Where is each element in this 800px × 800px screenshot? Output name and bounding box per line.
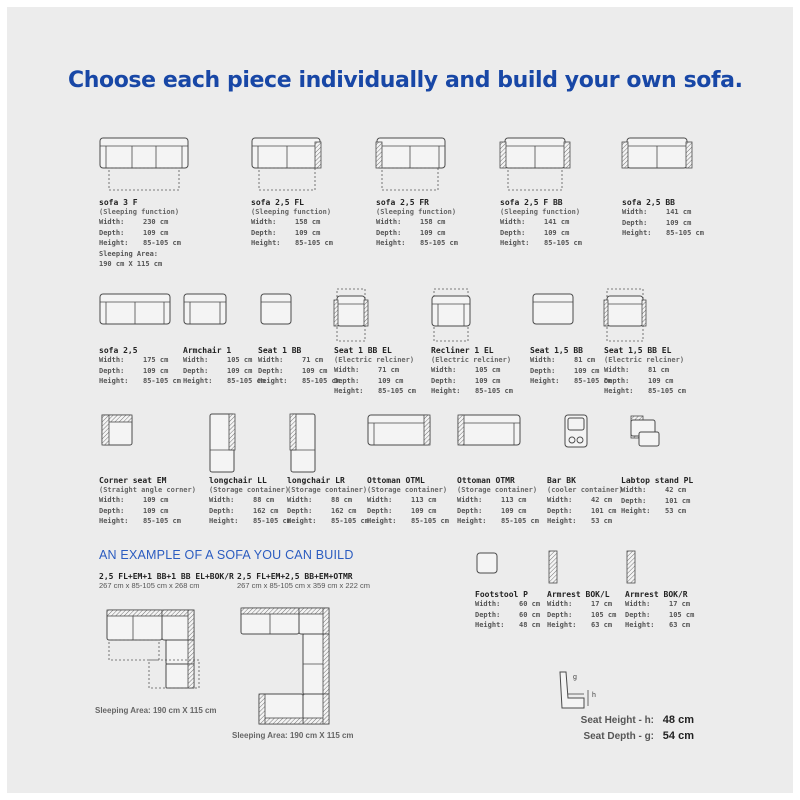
- width-value: 71 cm: [378, 366, 400, 374]
- width-label: Width:: [475, 600, 501, 608]
- width-value: 71 cm: [302, 356, 324, 364]
- height-value: 85-105 cm: [295, 239, 333, 247]
- width-value: 113 cm: [501, 496, 527, 504]
- piece-bar-bk: [547, 412, 623, 527]
- sleeping-area-value: 190 cm X 115 cm: [99, 260, 163, 268]
- height-label: Height:: [99, 517, 129, 525]
- piece-recliner-1-el: [431, 288, 513, 397]
- height-label: Height:: [622, 229, 652, 237]
- width-value: 109 cm: [143, 496, 169, 504]
- example-2-layout-drawing: [237, 594, 367, 734]
- page-title: Choose each piece individually and build your own sofa.: [68, 68, 743, 93]
- seat-1-bb-el-drawing: [334, 288, 404, 346]
- depth-value: 109 cm: [475, 376, 501, 385]
- depth-label: Depth:: [547, 506, 573, 515]
- depth-value: 109 cm: [143, 366, 169, 375]
- piece-subtitle: (cooler container): [547, 486, 623, 494]
- piece-name: Ottoman OTML: [367, 476, 425, 485]
- width-label: Width:: [287, 496, 313, 504]
- height-label: Height:: [621, 507, 651, 515]
- height-label: Height:: [334, 387, 364, 395]
- seat-depth-label: Seat Depth - g:: [583, 731, 655, 742]
- height-label: Height:: [209, 517, 239, 525]
- depth-value: 109 cm: [378, 376, 404, 385]
- depth-value: 109 cm: [648, 376, 674, 385]
- piece-seat-1-bb: [258, 290, 340, 387]
- width-value: 60 cm: [519, 600, 541, 608]
- height-value: 85-105 cm: [411, 517, 449, 525]
- piece-name: Seat 1,5 BB EL: [604, 346, 672, 355]
- height-value: 53 cm: [591, 517, 613, 525]
- depth-value: 162 cm: [253, 506, 279, 515]
- piece-armchair-1: [183, 290, 265, 387]
- example-heading: AN EXAMPLE OF A SOFA YOU CAN BUILD: [99, 548, 354, 562]
- sofa-3-f-drawing: [99, 136, 189, 194]
- height-value: 85-105 cm: [574, 377, 612, 385]
- height-value: 85-105 cm: [302, 377, 340, 385]
- height-label: Height:: [604, 387, 634, 395]
- width-value: 17 cm: [591, 600, 613, 608]
- seat-1-5-bb-el-drawing: [604, 288, 674, 346]
- armchair-1-drawing: [183, 290, 253, 346]
- width-value: 105 cm: [475, 366, 501, 374]
- height-label: Height:: [258, 377, 288, 385]
- height-value: 53 cm: [665, 507, 687, 515]
- width-value: 158 cm: [420, 218, 446, 226]
- height-value: 85-105 cm: [227, 377, 265, 385]
- width-label: Width:: [431, 366, 457, 374]
- sofa-2-5-fl-drawing: [251, 136, 321, 194]
- depth-value: 105 cm: [669, 610, 695, 619]
- width-label: Width:: [376, 218, 402, 226]
- depth-label: Depth:: [500, 228, 526, 237]
- depth-value: 109 cm: [143, 506, 169, 515]
- piece-sofa-2-5-bb: [622, 136, 704, 239]
- height-label: Height:: [625, 621, 655, 629]
- piece-sofa-3-f: [99, 136, 189, 270]
- height-value: 85-105 cm: [475, 387, 513, 395]
- depth-label: Depth:: [622, 218, 648, 227]
- width-label: Width:: [547, 496, 573, 504]
- piece-subtitle: (Electric relciner): [604, 356, 685, 364]
- piece-name: longchair LR: [287, 476, 345, 485]
- example-1-layout-drawing: [99, 594, 229, 704]
- height-label: Height:: [547, 621, 577, 629]
- width-label: Width:: [621, 486, 647, 494]
- depth-value: 109 cm: [143, 228, 169, 237]
- height-value: 85-105 cm: [378, 387, 416, 395]
- piece-name: Seat 1 BB: [258, 346, 302, 355]
- ottoman-otmr-drawing: [457, 412, 527, 476]
- piece-name: Ottoman OTMR: [457, 476, 515, 485]
- piece-name: Armrest BOK/R: [625, 590, 688, 599]
- depth-label: Depth:: [99, 506, 125, 515]
- piece-subtitle: (Sleeping function): [376, 208, 457, 216]
- piece-name: Recliner 1 EL: [431, 346, 494, 355]
- sleeping-area-note-2: Sleeping Area: 190 cm X 115 cm: [232, 731, 354, 740]
- depth-label: Depth:: [367, 506, 393, 515]
- depth-value: 105 cm: [591, 610, 617, 619]
- height-h-label: h: [592, 692, 596, 699]
- width-label: Width:: [500, 218, 526, 226]
- piece-name: Armrest BOK/L: [547, 590, 610, 599]
- piece-subtitle: (Electric relciner): [431, 356, 512, 364]
- depth-value: 101 cm: [665, 496, 691, 505]
- height-value: 85-105 cm: [420, 239, 458, 247]
- width-value: 105 cm: [227, 356, 253, 364]
- height-label: Height:: [547, 517, 577, 525]
- example-config-2: [237, 572, 370, 734]
- height-value: 85-105 cm: [648, 387, 686, 395]
- depth-value: 109 cm: [411, 506, 437, 515]
- piece-name: sofa 2,5 FR: [376, 198, 429, 207]
- piece-corner-seat-em: [99, 412, 196, 527]
- armrest-bok-l-drawing: [547, 550, 607, 590]
- piece-name: sofa 2,5 FL: [251, 198, 304, 207]
- depth-label: Depth:: [547, 610, 573, 619]
- width-value: 42 cm: [665, 486, 687, 494]
- height-label: Height:: [475, 621, 505, 629]
- height-label: Height:: [287, 517, 317, 525]
- width-label: Width:: [183, 356, 209, 364]
- width-label: Width:: [334, 366, 360, 374]
- seat-profile-drawing: [556, 668, 616, 712]
- height-label: Height:: [183, 377, 213, 385]
- depth-label: Depth:: [258, 366, 284, 375]
- width-label: Width:: [251, 218, 277, 226]
- piece-ottoman-otmr: [457, 412, 539, 527]
- piece-name: sofa 2,5: [99, 346, 138, 355]
- piece-armrest-bok-l: [547, 550, 616, 631]
- piece-footstool-p: [475, 550, 540, 631]
- height-value: 85-105 cm: [143, 517, 181, 525]
- width-label: Width:: [530, 356, 556, 364]
- piece-ottoman-otml: [367, 412, 449, 527]
- piece-subtitle: (Straight angle corner): [99, 486, 196, 494]
- height-value: 85-105 cm: [501, 517, 539, 525]
- piece-sofa-2-5-f-bb: [500, 136, 582, 249]
- example-title: 2,5 FL+EM+2,5 BB+EM+OTMR: [237, 572, 353, 581]
- width-label: Width:: [99, 356, 125, 364]
- piece-name: longchair LL: [209, 476, 267, 485]
- height-value: 85-105 cm: [666, 229, 704, 237]
- width-label: Width:: [209, 496, 235, 504]
- sleeping-area-note: Sleeping Area: 190 cm X 115 cm: [95, 706, 217, 715]
- piece-name: sofa 2,5 F BB: [500, 198, 563, 207]
- height-label: Height:: [457, 517, 487, 525]
- width-label: Width:: [258, 356, 284, 364]
- depth-g-label: g: [573, 674, 577, 681]
- piece-sofa-2-5-fl: [251, 136, 333, 249]
- height-value: 85-105 cm: [544, 239, 582, 247]
- piece-name: Footstool P: [475, 590, 528, 599]
- example-dimensions: 267 cm x 85-105 cm x 268 cm: [99, 581, 200, 590]
- width-value: 230 cm: [143, 218, 169, 226]
- width-value: 158 cm: [295, 218, 321, 226]
- piece-name: Labtop stand PL: [621, 476, 694, 485]
- footstool-p-drawing: [475, 550, 535, 590]
- seat-height-info: [560, 714, 694, 726]
- piece-subtitle: (Storage container): [367, 486, 448, 494]
- width-label: Width:: [99, 218, 125, 226]
- width-label: Width:: [604, 366, 630, 374]
- depth-value: 101 cm: [591, 506, 617, 515]
- piece-subtitle: (Storage container): [209, 486, 290, 494]
- piece-labtop-stand-pl: [621, 412, 693, 517]
- width-value: 175 cm: [143, 356, 169, 364]
- depth-label: Depth:: [475, 610, 501, 619]
- longchair-ll-drawing: [209, 412, 269, 476]
- depth-label: Depth:: [625, 610, 651, 619]
- width-value: 141 cm: [544, 218, 570, 226]
- height-label: Height:: [99, 377, 129, 385]
- depth-value: 60 cm: [519, 610, 541, 619]
- height-value: 85-105 cm: [253, 517, 291, 525]
- piece-longchair-ll: [209, 412, 291, 527]
- width-label: Width:: [99, 496, 125, 504]
- depth-label: Depth:: [530, 366, 556, 375]
- piece-subtitle: (Sleeping function): [99, 208, 180, 216]
- sleeping-area-label: Sleeping Area:: [99, 249, 159, 258]
- recliner-1-el-drawing: [431, 288, 501, 346]
- seat-1-5-bb-drawing: [530, 290, 600, 346]
- corner-seat-em-drawing: [99, 412, 169, 476]
- width-value: 81 cm: [574, 356, 596, 364]
- seat-depth-info: [560, 730, 694, 742]
- piece-subtitle: (Storage container): [457, 486, 538, 494]
- sofa-2-5-drawing: [99, 290, 174, 346]
- depth-value: 109 cm: [420, 228, 446, 237]
- depth-label: Depth:: [334, 376, 360, 385]
- depth-value: 109 cm: [666, 218, 692, 227]
- armrest-bok-r-drawing: [625, 550, 685, 590]
- height-value: 48 cm: [519, 621, 541, 629]
- seat-profile: [556, 668, 616, 712]
- height-label: Height:: [530, 377, 560, 385]
- seat-depth-value: 54 cm: [662, 730, 694, 742]
- depth-label: Depth:: [99, 228, 125, 237]
- height-value: 85-105 cm: [331, 517, 369, 525]
- depth-value: 109 cm: [295, 228, 321, 237]
- depth-label: Depth:: [209, 506, 235, 515]
- labtop-stand-pl-drawing: [621, 412, 691, 476]
- width-value: 81 cm: [648, 366, 670, 374]
- depth-value: 162 cm: [331, 506, 357, 515]
- width-label: Width:: [457, 496, 483, 504]
- width-value: 88 cm: [331, 496, 353, 504]
- piece-subtitle: (Storage container): [287, 486, 368, 494]
- piece-name: sofa 2,5 BB: [622, 198, 675, 207]
- piece-name: Armchair 1: [183, 346, 232, 355]
- piece-seat-1-5-bb-el: [604, 288, 686, 397]
- longchair-lr-drawing: [287, 412, 347, 476]
- height-value: 85-105 cm: [143, 377, 181, 385]
- depth-label: Depth:: [251, 228, 277, 237]
- piece-name: Corner seat EM: [99, 476, 167, 485]
- ottoman-otml-drawing: [367, 412, 437, 476]
- example-dimensions: 267 cm x 85-105 cm x 359 cm x 222 cm: [237, 581, 370, 590]
- depth-value: 109 cm: [574, 366, 600, 375]
- depth-label: Depth:: [621, 496, 647, 505]
- sofa-2-5-f-bb-drawing: [500, 136, 570, 194]
- piece-name: Seat 1,5 BB: [530, 346, 583, 355]
- width-value: 113 cm: [411, 496, 437, 504]
- piece-sofa-2-5: [99, 290, 181, 387]
- height-value: 63 cm: [591, 621, 613, 629]
- piece-name: Seat 1 BB EL: [334, 346, 392, 355]
- piece-seat-1-5-bb: [530, 290, 612, 387]
- seat-height-value: 48 cm: [662, 714, 694, 726]
- piece-seat-1-bb-el: [334, 288, 416, 397]
- bar-bk-drawing: [547, 412, 617, 476]
- depth-value: 109 cm: [501, 506, 527, 515]
- width-label: Width:: [625, 600, 651, 608]
- piece-subtitle: (Sleeping function): [500, 208, 581, 216]
- depth-value: 109 cm: [302, 366, 328, 375]
- depth-value: 109 cm: [227, 366, 253, 375]
- height-label: Height:: [99, 239, 129, 247]
- depth-label: Depth:: [431, 376, 457, 385]
- example-config-1: [95, 572, 234, 715]
- piece-armrest-bok-r: [625, 550, 694, 631]
- height-label: Height:: [431, 387, 461, 395]
- width-value: 88 cm: [253, 496, 275, 504]
- piece-subtitle: (Sleeping function): [251, 208, 332, 216]
- depth-label: Depth:: [376, 228, 402, 237]
- sofa-2-5-bb-drawing: [622, 136, 692, 194]
- sofa-2-5-fr-drawing: [376, 136, 446, 194]
- piece-sofa-2-5-fr: [376, 136, 458, 249]
- piece-name: Bar BK: [547, 476, 576, 485]
- example-title: 2,5 FL+EM+1 BB+1 BB EL+BOK/R: [99, 572, 234, 581]
- depth-label: Depth:: [604, 376, 630, 385]
- width-label: Width:: [547, 600, 573, 608]
- seat-height-label: Seat Height - h:: [580, 715, 655, 726]
- height-label: Height:: [251, 239, 281, 247]
- height-label: Height:: [367, 517, 397, 525]
- depth-label: Depth:: [183, 366, 209, 375]
- height-value: 85-105 cm: [143, 239, 181, 247]
- depth-label: Depth:: [457, 506, 483, 515]
- depth-value: 109 cm: [544, 228, 570, 237]
- width-value: 141 cm: [666, 208, 692, 216]
- piece-name: sofa 3 F: [99, 198, 138, 207]
- piece-longchair-lr: [287, 412, 369, 527]
- height-value: 63 cm: [669, 621, 691, 629]
- piece-subtitle: (Electric relciner): [334, 356, 415, 364]
- height-label: Height:: [500, 239, 530, 247]
- depth-label: Depth:: [287, 506, 313, 515]
- width-label: Width:: [622, 208, 648, 216]
- height-label: Height:: [376, 239, 406, 247]
- width-value: 17 cm: [669, 600, 691, 608]
- seat-1-bb-drawing: [258, 290, 328, 346]
- width-label: Width:: [367, 496, 393, 504]
- width-value: 42 cm: [591, 496, 613, 504]
- depth-label: Depth:: [99, 366, 125, 375]
